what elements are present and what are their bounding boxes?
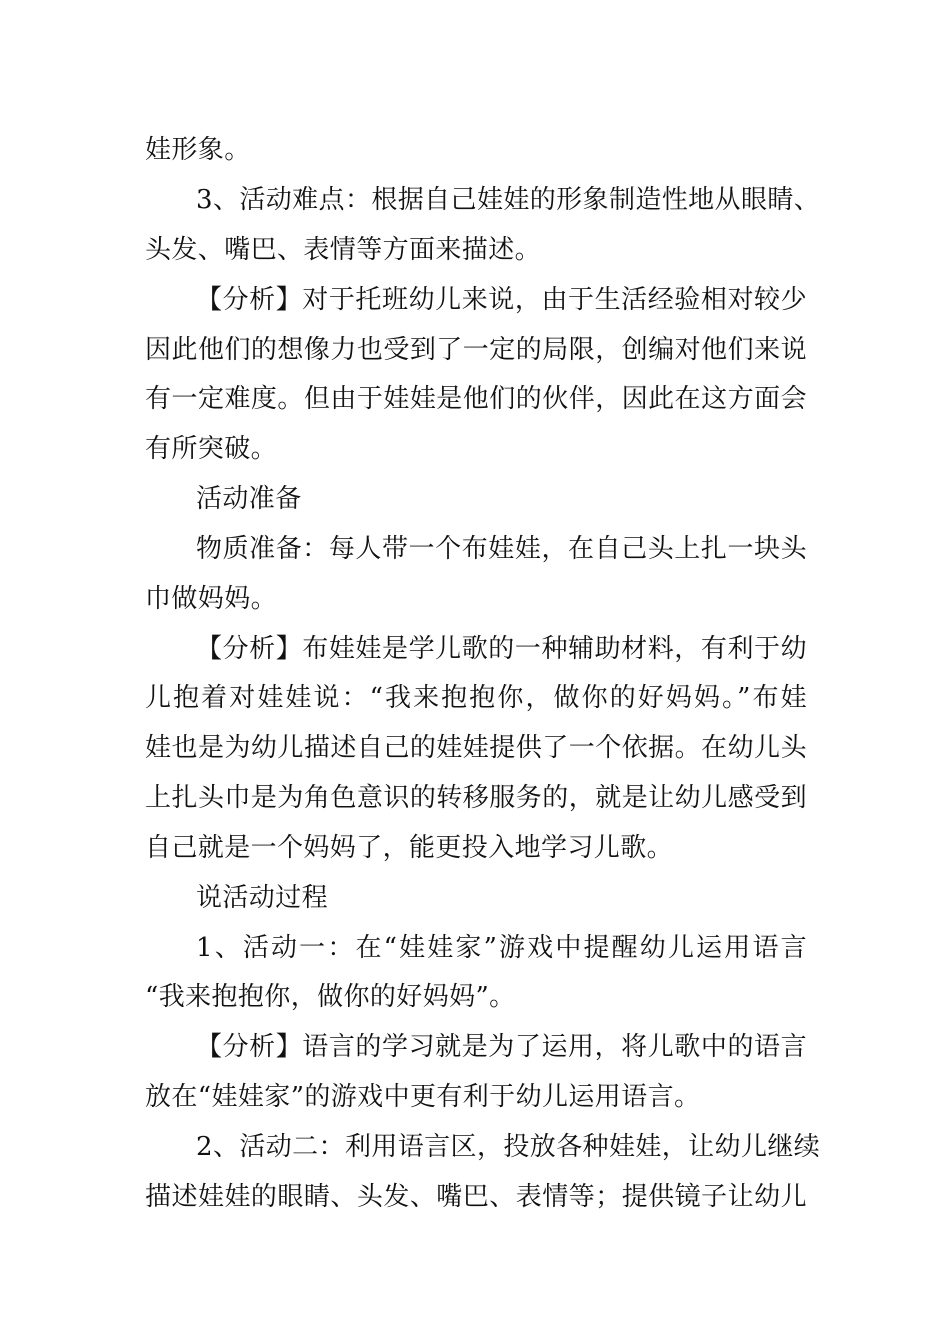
paragraph-line: 1、活动一：在“娃娃家”游戏中提醒幼儿运用语言 [196,933,807,963]
paragraph-line: 娃也是为幼儿描述自己的娃娃提供了一个依据。在幼儿头 [145,733,807,763]
paragraph-line: 有所突破。 [145,434,278,464]
paragraph-line: 儿抱着对娃娃说：“我来抱抱你，做你的好妈妈。”布娃 [145,683,807,713]
paragraph-line: 3、活动难点：根据自己娃娃的形象制造性地从眼睛、 [196,185,821,215]
paragraph-line: 因此他们的想像力也受到了一定的局限，创编对他们来说 [145,335,807,365]
paragraph-line: 娃形象。 [145,135,251,165]
paragraph-line: 放在“娃娃家”的游戏中更有利于幼儿运用语言。 [145,1082,701,1112]
paragraph-line: 【分析】语言的学习就是为了运用，将儿歌中的语言 [196,1032,807,1062]
paragraph-line: 【分析】布娃娃是学儿歌的一种辅助材料，有利于幼 [196,634,807,664]
paragraph-line: 物质准备：每人带一个布娃娃，在自己头上扎一块头 [196,534,807,564]
paragraph-line: “我来抱抱你，做你的好妈妈”。 [145,982,516,1012]
section-heading: 说活动过程 [196,883,329,913]
paragraph-line: 上扎头巾是为角色意识的转移服务的，就是让幼儿感受到 [145,783,807,813]
paragraph-line: 头发、嘴巴、表情等方面来描述。 [145,235,542,265]
paragraph-line: 【分析】对于托班幼儿来说，由于生活经验相对较少 [196,285,807,315]
paragraph-line: 2、活动二：利用语言区，投放各种娃娃，让幼儿继续 [196,1132,821,1162]
paragraph-line: 自己就是一个妈妈了，能更投入地学习儿歌。 [145,833,674,863]
paragraph-line: 巾做妈妈。 [145,584,278,614]
paragraph-line: 描述娃娃的眼睛、头发、嘴巴、表情等；提供镜子让幼儿 [145,1182,807,1212]
section-heading: 活动准备 [196,484,302,514]
paragraph-line: 有一定难度。但由于娃娃是他们的伙伴，因此在这方面会 [145,384,807,414]
